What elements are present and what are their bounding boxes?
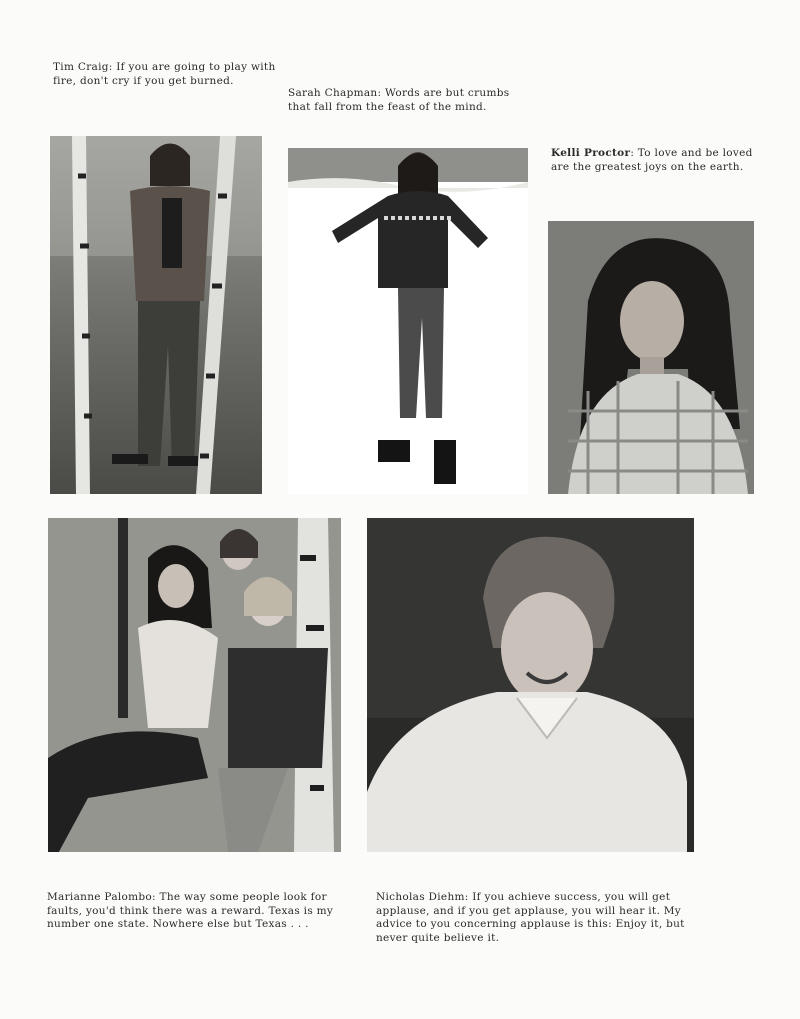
photo-kelli-proctor: [548, 221, 754, 494]
caption-tim-craig: Tim Craig: If you are going to play with fire, don't cry if you get burned.: [53, 61, 276, 87]
caption-marianne-palombo: Marianne Palombo: The way some people look for faults, you'd think there was a reward. Texas is my number one state. Nowhere else but Texas . . .: [47, 891, 334, 930]
photo-marianne-palombo: [48, 518, 341, 852]
photo-nicholas-diehm: [367, 518, 694, 852]
caption-kelli-name: Kelli Proctor: [551, 147, 631, 159]
photo-sarah-chapman: [288, 148, 528, 494]
caption-kelli-quote: : To love and be loved are the greatest joys on the earth.: [551, 147, 753, 173]
caption-kelli-proctor: [551, 147, 761, 174]
caption-nicholas-diehm: Nicholas Diehm: If you achieve success, you will get applause, and if you get applause, you will hear it. My advice to you concerning applause is this: Enjoy it, but never quite believe it.: [376, 891, 685, 944]
caption-sarah-chapman: Sarah Chapman: Words are but crumbs that fall from the feast of the mind.: [288, 87, 510, 113]
photo-tim-craig: [50, 136, 262, 494]
